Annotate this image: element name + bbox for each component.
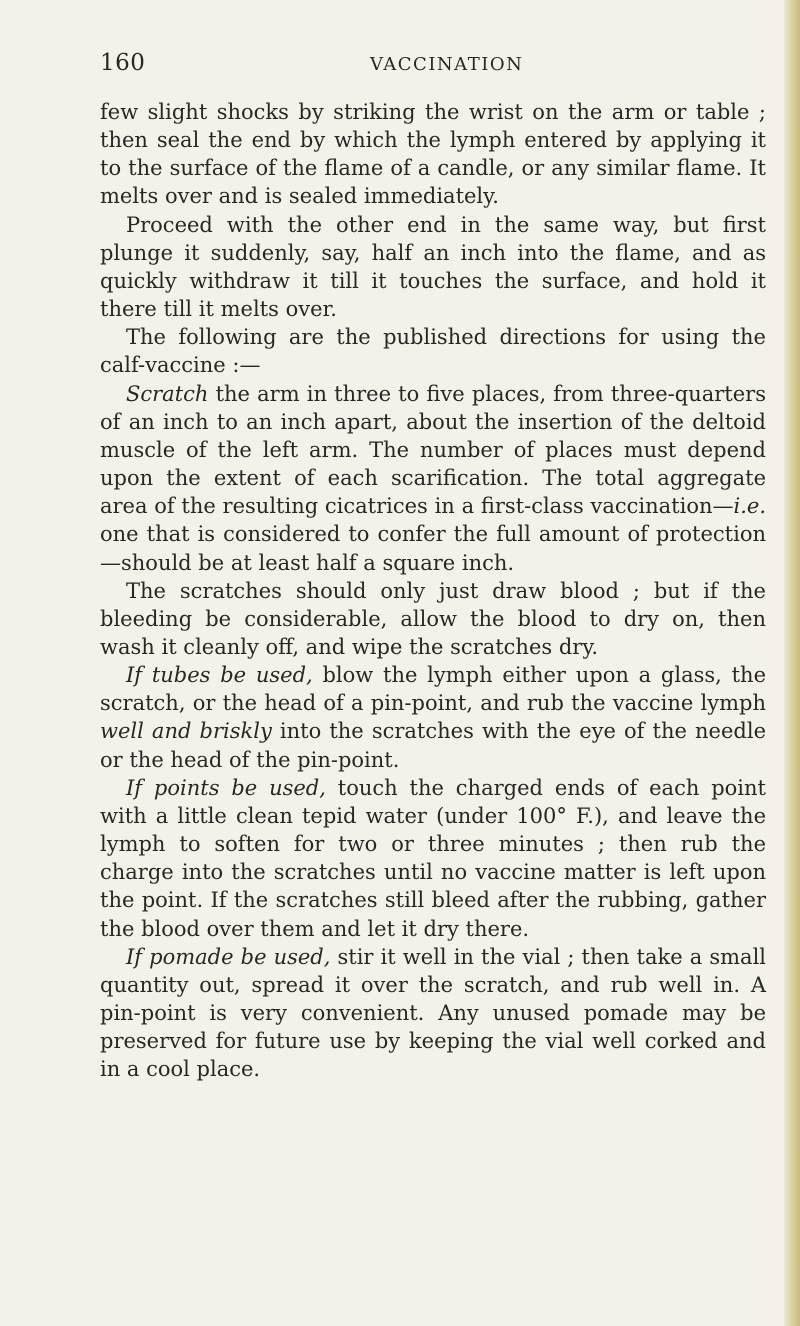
page-edge — [784, 0, 800, 1326]
paragraph-text: into the scratches with the eye of the needle or the head of the pin-point. — [100, 719, 766, 772]
body-text — [100, 98, 766, 1083]
paragraph-text: the arm in three to five places, from three-quarters of an inch to an inch apart, about the insertion of the deltoid muscle of the left arm. The number of places must depend upon the extent of each scarification. The total aggregate area of the resulting cicatrices in a first-class vaccination— — [100, 381, 766, 519]
paragraph-text: few slight shocks by striking the wrist on the arm or table ; then seal the end by which the lymph entered by applying it to the surface of the flame of a candle, or any similar flame. It melts over and is sealed immediately. — [100, 100, 766, 209]
paragraph-text: stir it well in the vial ; then take a small quantity out, spread it over the scratch, and rub well in. A pin-point is very convenient. Any unused pomade may be preserved for future use by keeping the vial well corked and in a cool place. — [100, 944, 766, 1082]
paragraph-text: Proceed with the other end in the same way, but first plunge it suddenly, say, half an inch into the flame, and as quickly withdraw it till it touches the surface, and hold it there till it melts over. — [100, 212, 766, 322]
paragraph-text: The following are the published directions for using the calf-vaccine :— — [100, 325, 766, 378]
paragraph — [100, 211, 766, 324]
paragraph-lead: If points be used, — [126, 775, 326, 800]
paragraph — [100, 98, 766, 211]
paragraph — [100, 661, 766, 774]
paragraph-text: one that is considered to confer the full amount of protection—should be at least half a square inch. — [100, 522, 766, 575]
page-number: 160 — [100, 50, 146, 76]
paragraph-emphasis: i.e. — [733, 494, 766, 519]
paragraph-text: blow the lymph either upon a glass, the scratch, or the head of a pin-point, and rub the vaccine lymph — [100, 663, 766, 716]
paragraph-emphasis: well and briskly — [100, 719, 272, 744]
paragraph-text: The scratches should only just draw blood ; but if the bleeding be considerable, allow the blood to dry on, then wash it cleanly off, and wipe the scratches dry. — [100, 578, 766, 659]
paragraph — [100, 943, 766, 1084]
paragraph-lead: Scratch — [126, 381, 209, 406]
paragraph — [100, 774, 766, 943]
page-header — [100, 50, 710, 80]
paragraph-text: touch the charged ends of each point with a little clean tepid water (under 100° F.), and leave the lymph to soften for two or three minutes ; then rub the charge into the scratches until no vaccine matter is left upon the point. If the scratches still bleed after the rubbing, gather the blood over them and let it dry there. — [100, 775, 766, 941]
running-head: VACCINATION — [370, 54, 524, 75]
paragraph — [100, 323, 766, 379]
paragraph — [100, 380, 766, 577]
paragraph — [100, 577, 766, 661]
paragraph-lead: If tubes be used, — [126, 663, 313, 688]
paragraph-lead: If pomade be used, — [126, 944, 331, 969]
